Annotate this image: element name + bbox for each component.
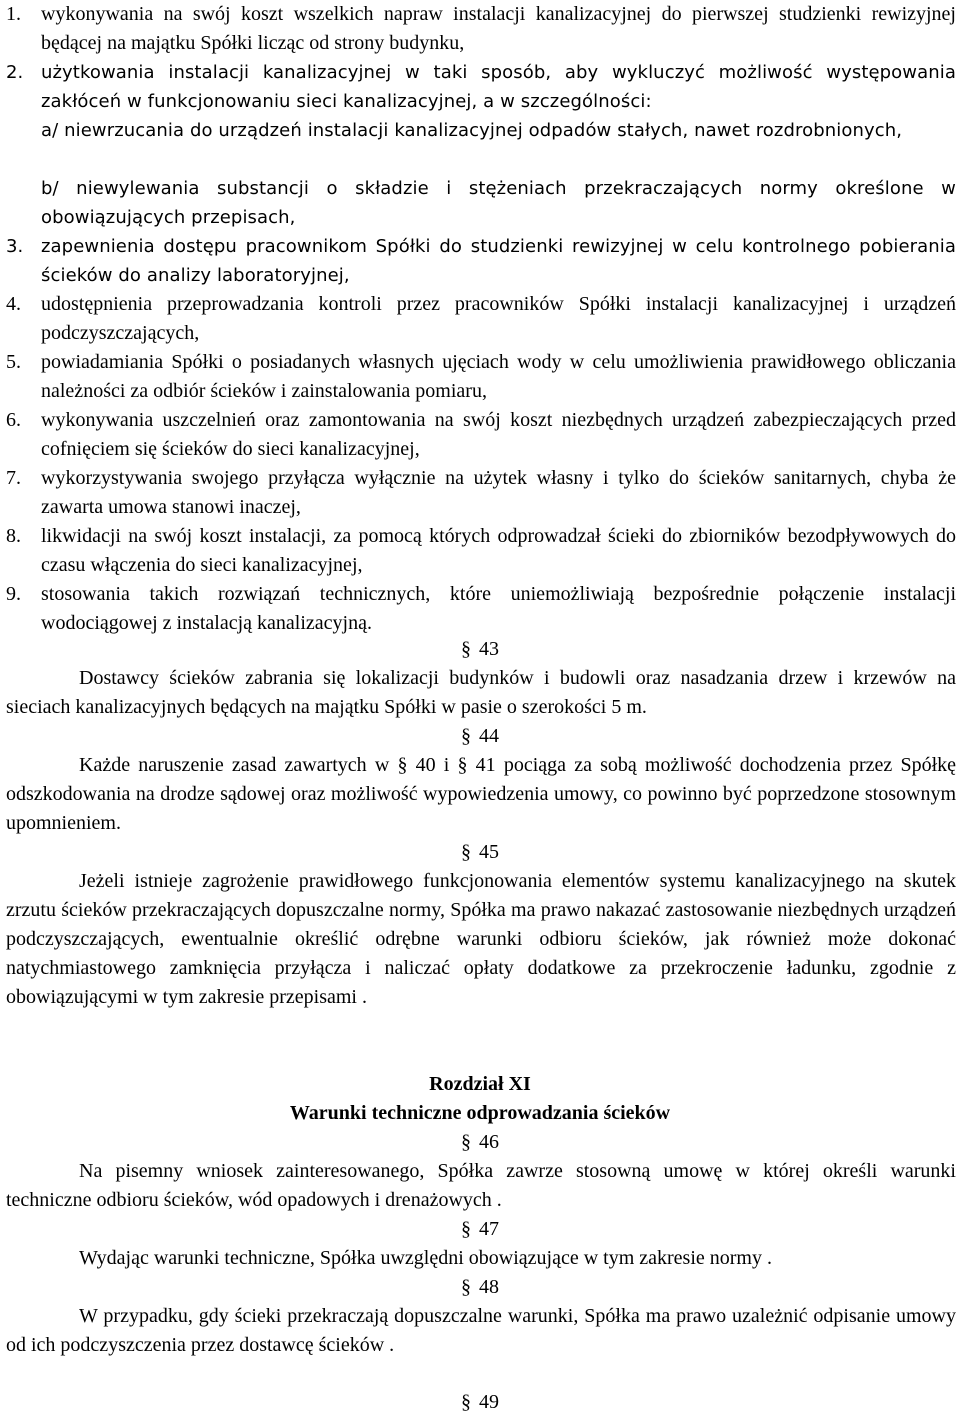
section-mark: § [461,1391,471,1413]
list-item-text: wykonywania na swój koszt wszelkich napraw instalacji kanalizacyjnej do pierwszej studzienki rewizyjnej będącej na majątku Spółki licząc od strony budynku, [41,3,956,54]
section-46-text: Na pisemny wniosek zainteresowanego, Spółka zawrze stosowną umowę w której określi warunki techniczne odbioru ścieków, wód opadowych i drenażowych . [6,1160,956,1211]
section-heading-46 [0,1128,960,1157]
list-item-number: 6. [6,409,21,431]
section-heading-48 [0,1273,960,1302]
section-mark: § [461,841,471,863]
list-item-number: 8. [6,525,21,547]
list-item-number: 2. [6,62,24,83]
list-subitem [6,116,956,145]
list-subitem-text: a/ niewrzucania do urządzeń instalacji kanalizacyjnej odpadów stałych, nawet rozdrobnionych, [41,120,903,141]
list-item-text: udostępnienia przeprowadzania kontroli przez pracowników Spółki instalacji kanalizacyjnej i urządzeń podczyszczających, [41,293,956,344]
list-item-text: likwidacji na swój koszt instalacji, za pomocą których odprowadzał ścieki do zbiorników bezodpływowych do czasu włączenia do sieci kanalizacyjnej, [41,525,956,576]
section-48-text: W przypadku, gdy ścieki przekraczają dopuszczalne warunki, Spółka ma prawo uzależnić odpisanie umowy od ich podczyszczenia przez dostawcę ścieków . [6,1305,956,1356]
section-heading-49 [0,1388,960,1416]
section-44-text: Każde naruszenie zasad zawartych w § 40 i § 41 pociąga za sobą możliwość dochodzenia przez Spółkę odszkodowania na drodze sądowej oraz możliwość wypowiedzenia umowy, co powinno być poprzedzone stosownym upomnieniem. [6,754,956,834]
section-mark: § [461,638,471,660]
section-number: 45 [479,841,499,863]
list-item-number: 3. [6,236,24,257]
chapter-title: Rozdział XI [429,1073,531,1095]
list-item [6,58,956,116]
section-47-text: Wydając warunki techniczne, Spółka uwzględni obowiązujące w tym zakresie normy . [79,1247,772,1269]
section-number: 47 [479,1218,499,1240]
list-item [6,406,956,464]
list-item-number: 1. [6,3,21,25]
section-number: 46 [479,1131,499,1153]
list-item [6,290,956,348]
list-subitem [6,174,956,232]
section-mark: § [461,1218,471,1240]
list-item-text: powiadamiania Spółki o posiadanych własnych ujęciach wody w celu umożliwienia prawidłowego obliczania należności za odbiór ścieków i zainstalowania pomiaru, [41,351,956,402]
section-heading-45 [0,838,960,867]
section-43-text: Dostawcy ścieków zabrania się lokalizacji budynków i budowli oraz nasadzania drzew i krzewów na sieciach kanalizacyjnych będących na majątku Spółki w pasie o szerokości 5 m. [6,667,956,718]
list-item-text: wykorzystywania swojego przyłącza wyłącznie na użytek własny i tylko do ścieków sanitarnych, chyba że zawarta umowa stanowi inaczej, [41,467,956,518]
section-mark: § [461,1276,471,1298]
section-heading-44 [0,722,960,751]
section-45-text: Jeżeli istnieje zagrożenie prawidłowego funkcjonowania elementów systemu kanalizacyjnego na skutek zrzutu ścieków przekraczających dopuszczalne normy, Spółka ma prawo nakazać zastosowanie niezbędnych urządzeń podczyszczających, ewentualnie określić odrębne warunki odbioru ścieków, jak również może dokonać natychmiastowego zamknięcia przyłącza i naliczać opłaty dodatkowe za przekroczenie ładunku, zgodnie z obowiązującymi w tym zakresie przepisami . [6,870,956,1008]
list-item-text: zapewnienia dostępu pracownikom Spółki do studzienki rewizyjnej w celu kontrolnego pobierania ścieków do analizy laboratoryjnej, [41,236,956,286]
list-item-number: 4. [6,293,21,315]
list-item [6,348,956,406]
section-number: 49 [479,1391,499,1413]
list-item-number: 7. [6,467,21,489]
list-item [6,580,956,638]
section-heading-47 [0,1215,960,1244]
list-item-number: 9. [6,583,21,605]
section-heading-43 [0,635,960,664]
list-item-text: użytkowania instalacji kanalizacyjnej w taki sposób, aby wykluczyć możliwość występowania zakłóceń w funkcjonowaniu sieci kanalizacyjnej, a w szczególności: [41,62,956,112]
chapter-subtitle: Warunki techniczne odprowadzania ścieków [289,1102,671,1124]
section-mark: § [461,725,471,747]
list-item-text: wykonywania uszczelnień oraz zamontowania na swój koszt niezbędnych urządzeń zabezpieczających przed cofnięciem się ścieków do sieci kanalizacyjnej, [41,409,956,460]
list-item [6,232,956,290]
section-number: 44 [479,725,499,747]
list-item [6,464,956,522]
list-item-number: 5. [6,351,21,373]
section-number: 43 [479,638,499,660]
section-number: 48 [479,1276,499,1298]
list-item-text: stosowania takich rozwiązań technicznych, które uniemożliwiają bezpośrednie połączenie instalacji wodociągowej z instalacją kanalizacyjną. [41,583,956,634]
list-item [6,522,956,580]
list-subitem-text: b/ niewylewania substancji o składzie i stężeniach przekraczających normy określone w obowiązujących przepisach, [41,178,956,228]
section-mark: § [461,1131,471,1153]
list-item [6,0,956,58]
